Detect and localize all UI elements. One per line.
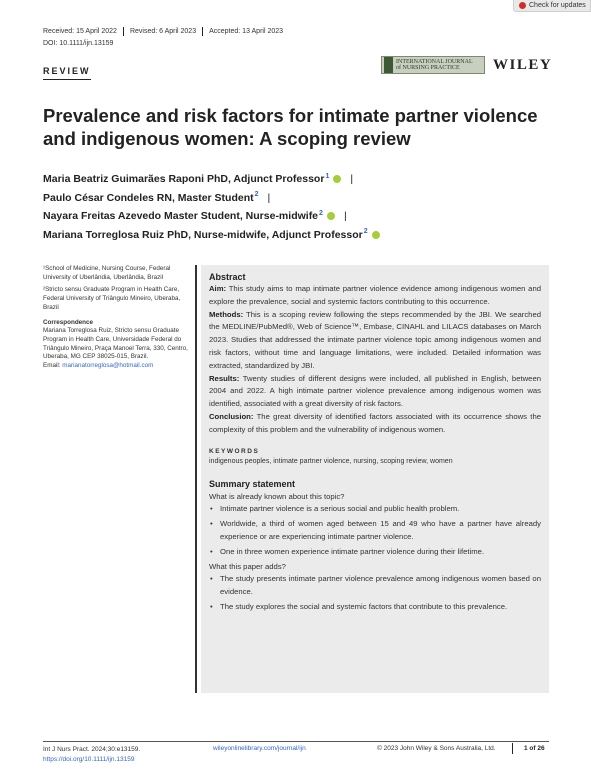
affiliation-2: ²Stricto sensu Graduate Program in Health Care, Federal University of Triângulo Mineiro, Uberaba, Brazil [43, 286, 181, 311]
footer-divider [43, 741, 549, 742]
journal-site-link[interactable]: wileyonlinelibrary.com/journal/ijn [213, 745, 306, 752]
section-label: REVIEW [43, 66, 91, 80]
methods-text: This is a scoping review following the steps recommended by the JBI. We searched the MEDLINE/PubMed®, Web of Science™, Embase, CINAHL and LILACS databases on March 2023. Studies that addressed the intimate partner violence topic among indigenous women and risk factors, without time and language limitations, were included. Detailed information was extracted, standardized by JBI. [209, 309, 541, 370]
abstract-conclusion [209, 411, 541, 437]
results-text: Twenty studies of different designs were included, all published in English, between 2004 and 2022. A high intimate partner violence prevalence among indigenous women was identified, associated with a great diversity of risk factors. [209, 373, 542, 409]
email-label: Email: [43, 362, 61, 370]
publisher-logo[interactable]: WILEY [493, 57, 553, 73]
email-link[interactable]: marianatorreglosa@hotmail.com [62, 362, 154, 370]
keywords: indigenous peoples, intimate partner violence, nursing, scoping review, women [209, 457, 453, 465]
doi: DOI: 10.1111/ijn.13159 [43, 40, 114, 47]
affiliation-1: ¹School of Medicine, Nursing Course, Federal University of Uberlândia, Uberlândia, Brazil [43, 265, 171, 281]
author-separator: | [350, 173, 354, 186]
updates-icon [519, 2, 526, 9]
author-4[interactable] [43, 226, 380, 245]
doi-link[interactable]: https://doi.org/10.1111/ijn.13159 [43, 756, 135, 763]
received-date: Received: 15 April 2022 [43, 27, 124, 36]
abstract-methods [209, 309, 541, 373]
aim-text: This study aims to map intimate partner violence evidence among indigenous women and explore the prevalence, social and systemic factors contributing to this occurrence. [209, 284, 541, 306]
abstract-heading: Abstract [209, 272, 246, 282]
journal-logo[interactable] [381, 56, 485, 74]
adds-list [209, 573, 541, 613]
author-2[interactable] [43, 189, 380, 208]
author-name: Maria Beatriz Guimarães Raponi PhD, Adjunct Professor [43, 173, 325, 186]
correspondence-address: Mariana Torreglosa Ruiz, Stricto sensu Graduate Program in Health Care, Universidade Federal do Triângulo Mineiro, Praça Manoel Terra, 330, Centro, Uberaba, MG CEP 38025-015, Brazil. [43, 327, 188, 361]
known-question: What is already known about this topic? [209, 491, 345, 501]
affiliation-marker[interactable]: 2 [319, 209, 323, 217]
article-title: Prevalence and risk factors for intimate partner violence and indigenous women: A scoping review [43, 105, 538, 149]
list-item: • Worldwide, a third of women aged between 15 and 49 who have a partner have already experience or are experiencing intimate partner violence. [209, 518, 541, 544]
accepted-date: Accepted: 13 April 2023 [209, 28, 284, 35]
copyright: © 2023 John Wiley & Sons Australia, Ltd. [377, 745, 496, 752]
abstract-results [209, 373, 541, 411]
list-item: • One in three women experience intimate partner violence during their lifetime. [209, 546, 541, 559]
author-list [43, 170, 380, 244]
list-item: • The study explores the social and systemic factors that contribute to this prevalence. [209, 601, 541, 614]
correspondence-email [43, 362, 188, 371]
author-separator: | [267, 191, 271, 204]
article-dates [43, 27, 295, 36]
citation-text: Int J Nurs Pract. 2024;30:e13159. [43, 746, 141, 753]
aim-label: Aim: [209, 284, 227, 293]
journal-logo-line2: of NURSING PRACTICE [396, 65, 460, 71]
methods-label: Methods: [209, 309, 244, 319]
summary-heading: Summary statement [209, 478, 296, 489]
affiliations [43, 265, 188, 375]
check-for-updates-button[interactable] [513, 0, 591, 12]
affiliation-marker[interactable]: 1 [325, 172, 330, 180]
correspondence-heading: Correspondence [43, 318, 94, 326]
revised-date: Revised: 6 April 2023 [130, 27, 203, 36]
author-separator: | [343, 210, 347, 223]
journal-logo-icon [384, 57, 393, 73]
orcid-icon[interactable] [327, 212, 335, 220]
journal-logo-text [396, 59, 473, 72]
journal-logo-line1: INTERNATIONAL JOURNAL [396, 58, 473, 65]
abstract-box [201, 265, 549, 693]
results-label: Results: [209, 373, 240, 383]
conclusion-text: The great diversity of identified factors associated with its occurrence shows the complexity of this problem and the vulnerability of indigenous women. [209, 411, 541, 434]
author-1[interactable] [43, 170, 380, 189]
abstract-aim [209, 283, 541, 309]
page-number: 1 of 26 [512, 743, 545, 754]
affiliation-marker[interactable]: 2 [363, 228, 368, 236]
column-divider [195, 265, 197, 693]
list-item: • The study presents intimate partner violence prevalence among indigenous women based on evidence. [209, 573, 541, 599]
affiliation-marker[interactable]: 2 [254, 191, 259, 199]
keywords-heading: KEYWORDS [209, 447, 260, 455]
known-list [209, 503, 541, 558]
author-name: Paulo César Condeles RN, Master Student [43, 191, 254, 204]
orcid-icon[interactable] [333, 175, 341, 183]
list-item: • Intimate partner violence is a serious social and public health problem. [209, 503, 541, 516]
check-for-updates-label: Check for updates [529, 2, 586, 9]
orcid-icon[interactable] [372, 231, 380, 239]
author-name: Mariana Torreglosa Ruiz PhD, Nurse-midwife, Adjunct Professor [43, 228, 363, 241]
adds-question: What this paper adds? [209, 561, 286, 571]
conclusion-label: Conclusion: [209, 411, 254, 421]
author-3[interactable] [43, 207, 380, 226]
author-name: Nayara Freitas Azevedo Master Student, Nurse-midwife [43, 210, 319, 223]
footer-citation [43, 745, 140, 765]
